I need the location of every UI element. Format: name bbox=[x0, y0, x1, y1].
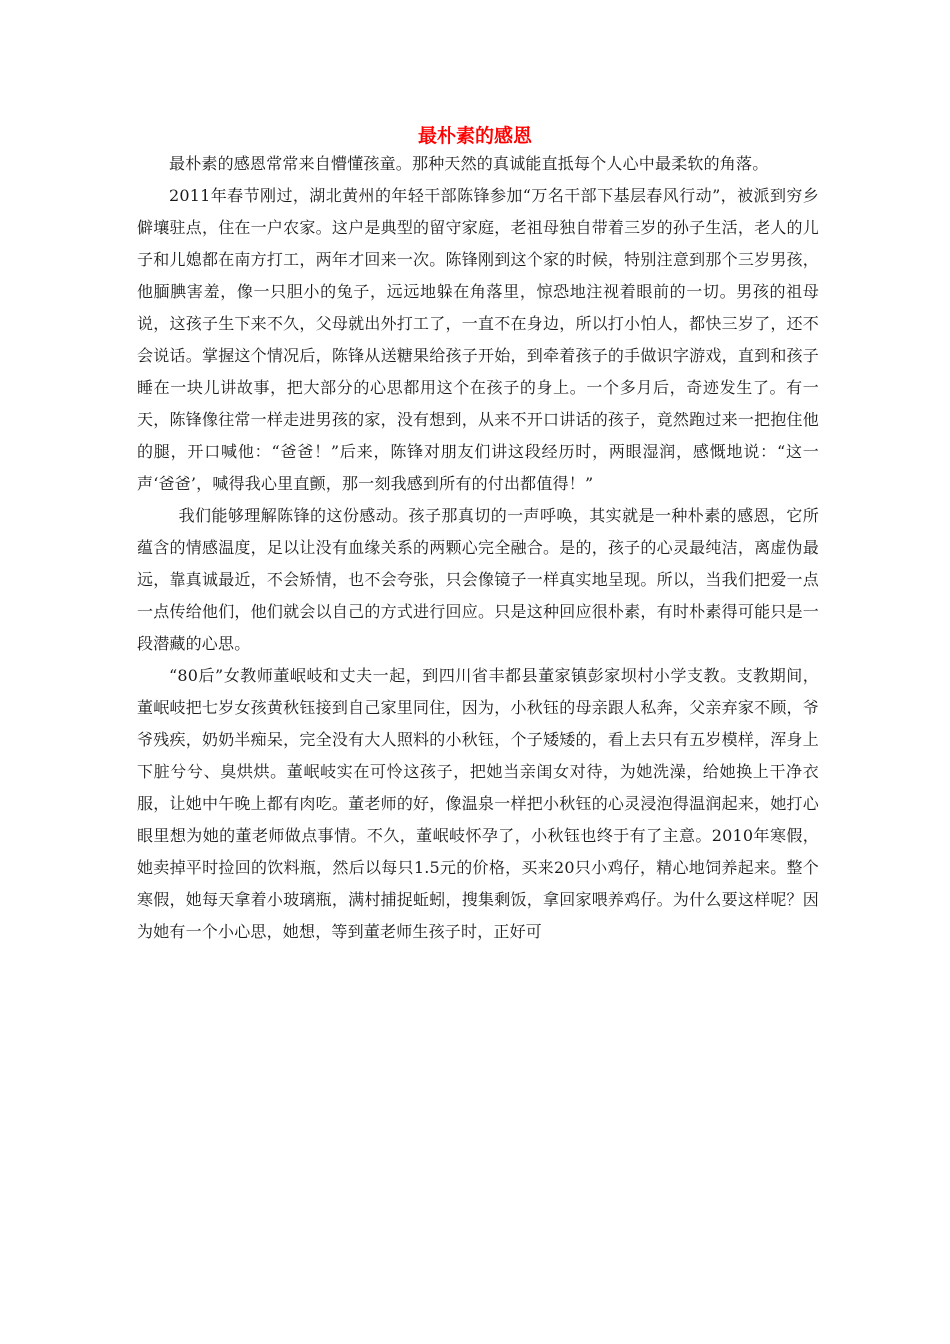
document-title: 最朴素的感恩 bbox=[417, 125, 532, 147]
paragraph-chen-feng-story: 2011年春节刚过，湖北黄州的年轻干部陈锋参加“万名干部下基层春风行动”，被派到穷乡僻壤驻点，住在一户农家。这户是典型的留守家庭，老祖母独自带着三岁的孙子生活，老人的儿子和儿媳都在南方打工，两年才回来一次。陈锋刚到这个家的时候，特别注意到那个三岁男孩，他腼腆害羞，像一只胆小的兔子，远远地躲在角落里，惊恐地注视着眼前的一切。男孩的祖母说，这孩子生下来不久，父母就出外打工了，一直不在身边，所以打小怕人，都快三岁了，还不会说话。掌握这个情况后，陈锋从送糖果给孩子开始，到牵着孩子的手做识字游戏，直到和孩子睡在一块儿讲故事，把大部分的心思都用这个在孩子的身上。一个多月后，奇迹发生了。有一天，陈锋像往常一样走进男孩的家，没有想到，从来不开口讲话的孩子，竟然跑过来一把抱住他的腿，开口喊他：“爸爸！”后来，陈锋对朋友们讲这段经历时，两眼湿润，感慨地说：“这一声‘爸爸’，喊得我心里直颤，那一刻我感到所有的付出都值得！” bbox=[137, 186, 819, 493]
document-body bbox=[137, 148, 819, 948]
paragraph-dong-teacher-story: “80后”女教师董岷岐和丈夫一起，到四川省丰都县董家镇彭家坝村小学支教。支教期间，董岷岐把七岁女孩黄秋钰接到自己家里同住，因为，小秋钰的母亲跟人私奔，父亲弃家不顾，爷爷残疾，奶奶半痴呆，完全没有大人照料的小秋钰，个子矮矮的，看上去只有五岁模样，浑身上下脏兮兮、臭烘烘。董岷岐实在可怜这孩子，把她当亲闺女对待，为她洗澡，给她换上干净衣服，让她中午晚上都有肉吃。董老师的好，像温泉一样把小秋钰的心灵浸泡得温润起来，她打心眼里想为她的董老师做点事情。不久，董岷岐怀孕了，小秋钰也终于有了主意。2010年寒假，她卖掉平时捡回的饮料瓶，然后以每只1.5元的价格，买来20只小鸡仔，精心地饲养起来。整个寒假，她每天拿着小玻璃瓶，满村捕捉蚯蚓，搜集剩饭，拿回家喂养鸡仔。为什么要这样呢？因为她有一个小心思，她想，等到董老师生孩子时，正好可 bbox=[137, 666, 819, 941]
paragraph-intro: 最朴素的感恩常常来自懵懂孩童。那种天然的真诚能直抵每个人心中最柔软的角落。 bbox=[169, 154, 769, 173]
paragraph-reflection: 我们能够理解陈锋的这份感动。孩子那真切的一声呼唤，其实就是一种朴素的感恩，它所蕴含的情感温度，足以让没有血缘关系的两颗心完全融合。是的，孩子的心灵最纯洁，离虚伪最远，靠真诚最近，不会矫情，也不会夸张，只会像镜子一样真实地呈现。所以，当我们把爱一点一点传给他们，他们就会以自己的方式进行回应。只是这种回应很朴素，有时朴素得可能只是一段潜藏的心思。 bbox=[137, 506, 819, 653]
